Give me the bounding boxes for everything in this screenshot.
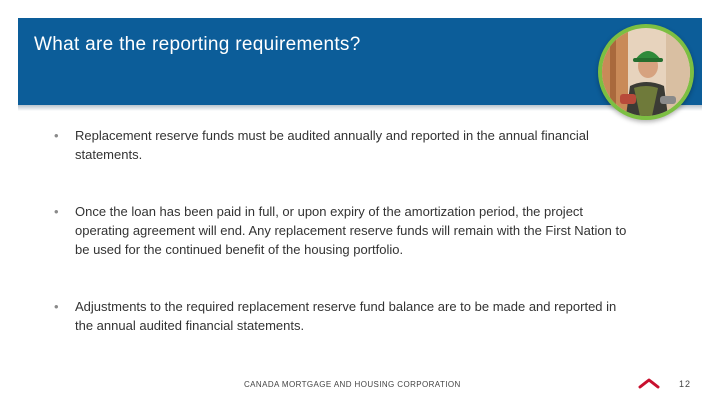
- page-number: 12: [679, 379, 692, 389]
- list-item: [54, 297, 634, 335]
- photo-frame: [598, 24, 694, 120]
- footer-organization: CANADA MORTGAGE AND HOUSING CORPORATION: [244, 380, 461, 389]
- construction-worker-photo-icon: [602, 28, 690, 116]
- slide-title: What are the reporting requirements?: [34, 34, 361, 55]
- bullet-list: [54, 126, 634, 335]
- bullet-marker: •: [54, 204, 59, 219]
- bullet-text: Once the loan has been paid in full, or upon expiry of the amortization period, the project operating agreement will end. Any replacement reserve funds will remain with the First Nation to be used for the continued benefit of the housing portfolio.: [75, 204, 627, 257]
- bullet-text: Adjustments to the required replacement reserve fund balance are to be made and reported in the annual audited financial statements.: [75, 299, 617, 333]
- header-shadow: [18, 105, 702, 111]
- list-item: [54, 202, 634, 259]
- bullet-marker: •: [54, 128, 59, 143]
- cmhc-roof-logo-icon: [638, 377, 660, 389]
- list-item: [54, 126, 634, 164]
- bullet-text: Replacement reserve funds must be audited annually and reported in the annual financial statements.: [75, 128, 589, 162]
- bullet-marker: •: [54, 299, 59, 314]
